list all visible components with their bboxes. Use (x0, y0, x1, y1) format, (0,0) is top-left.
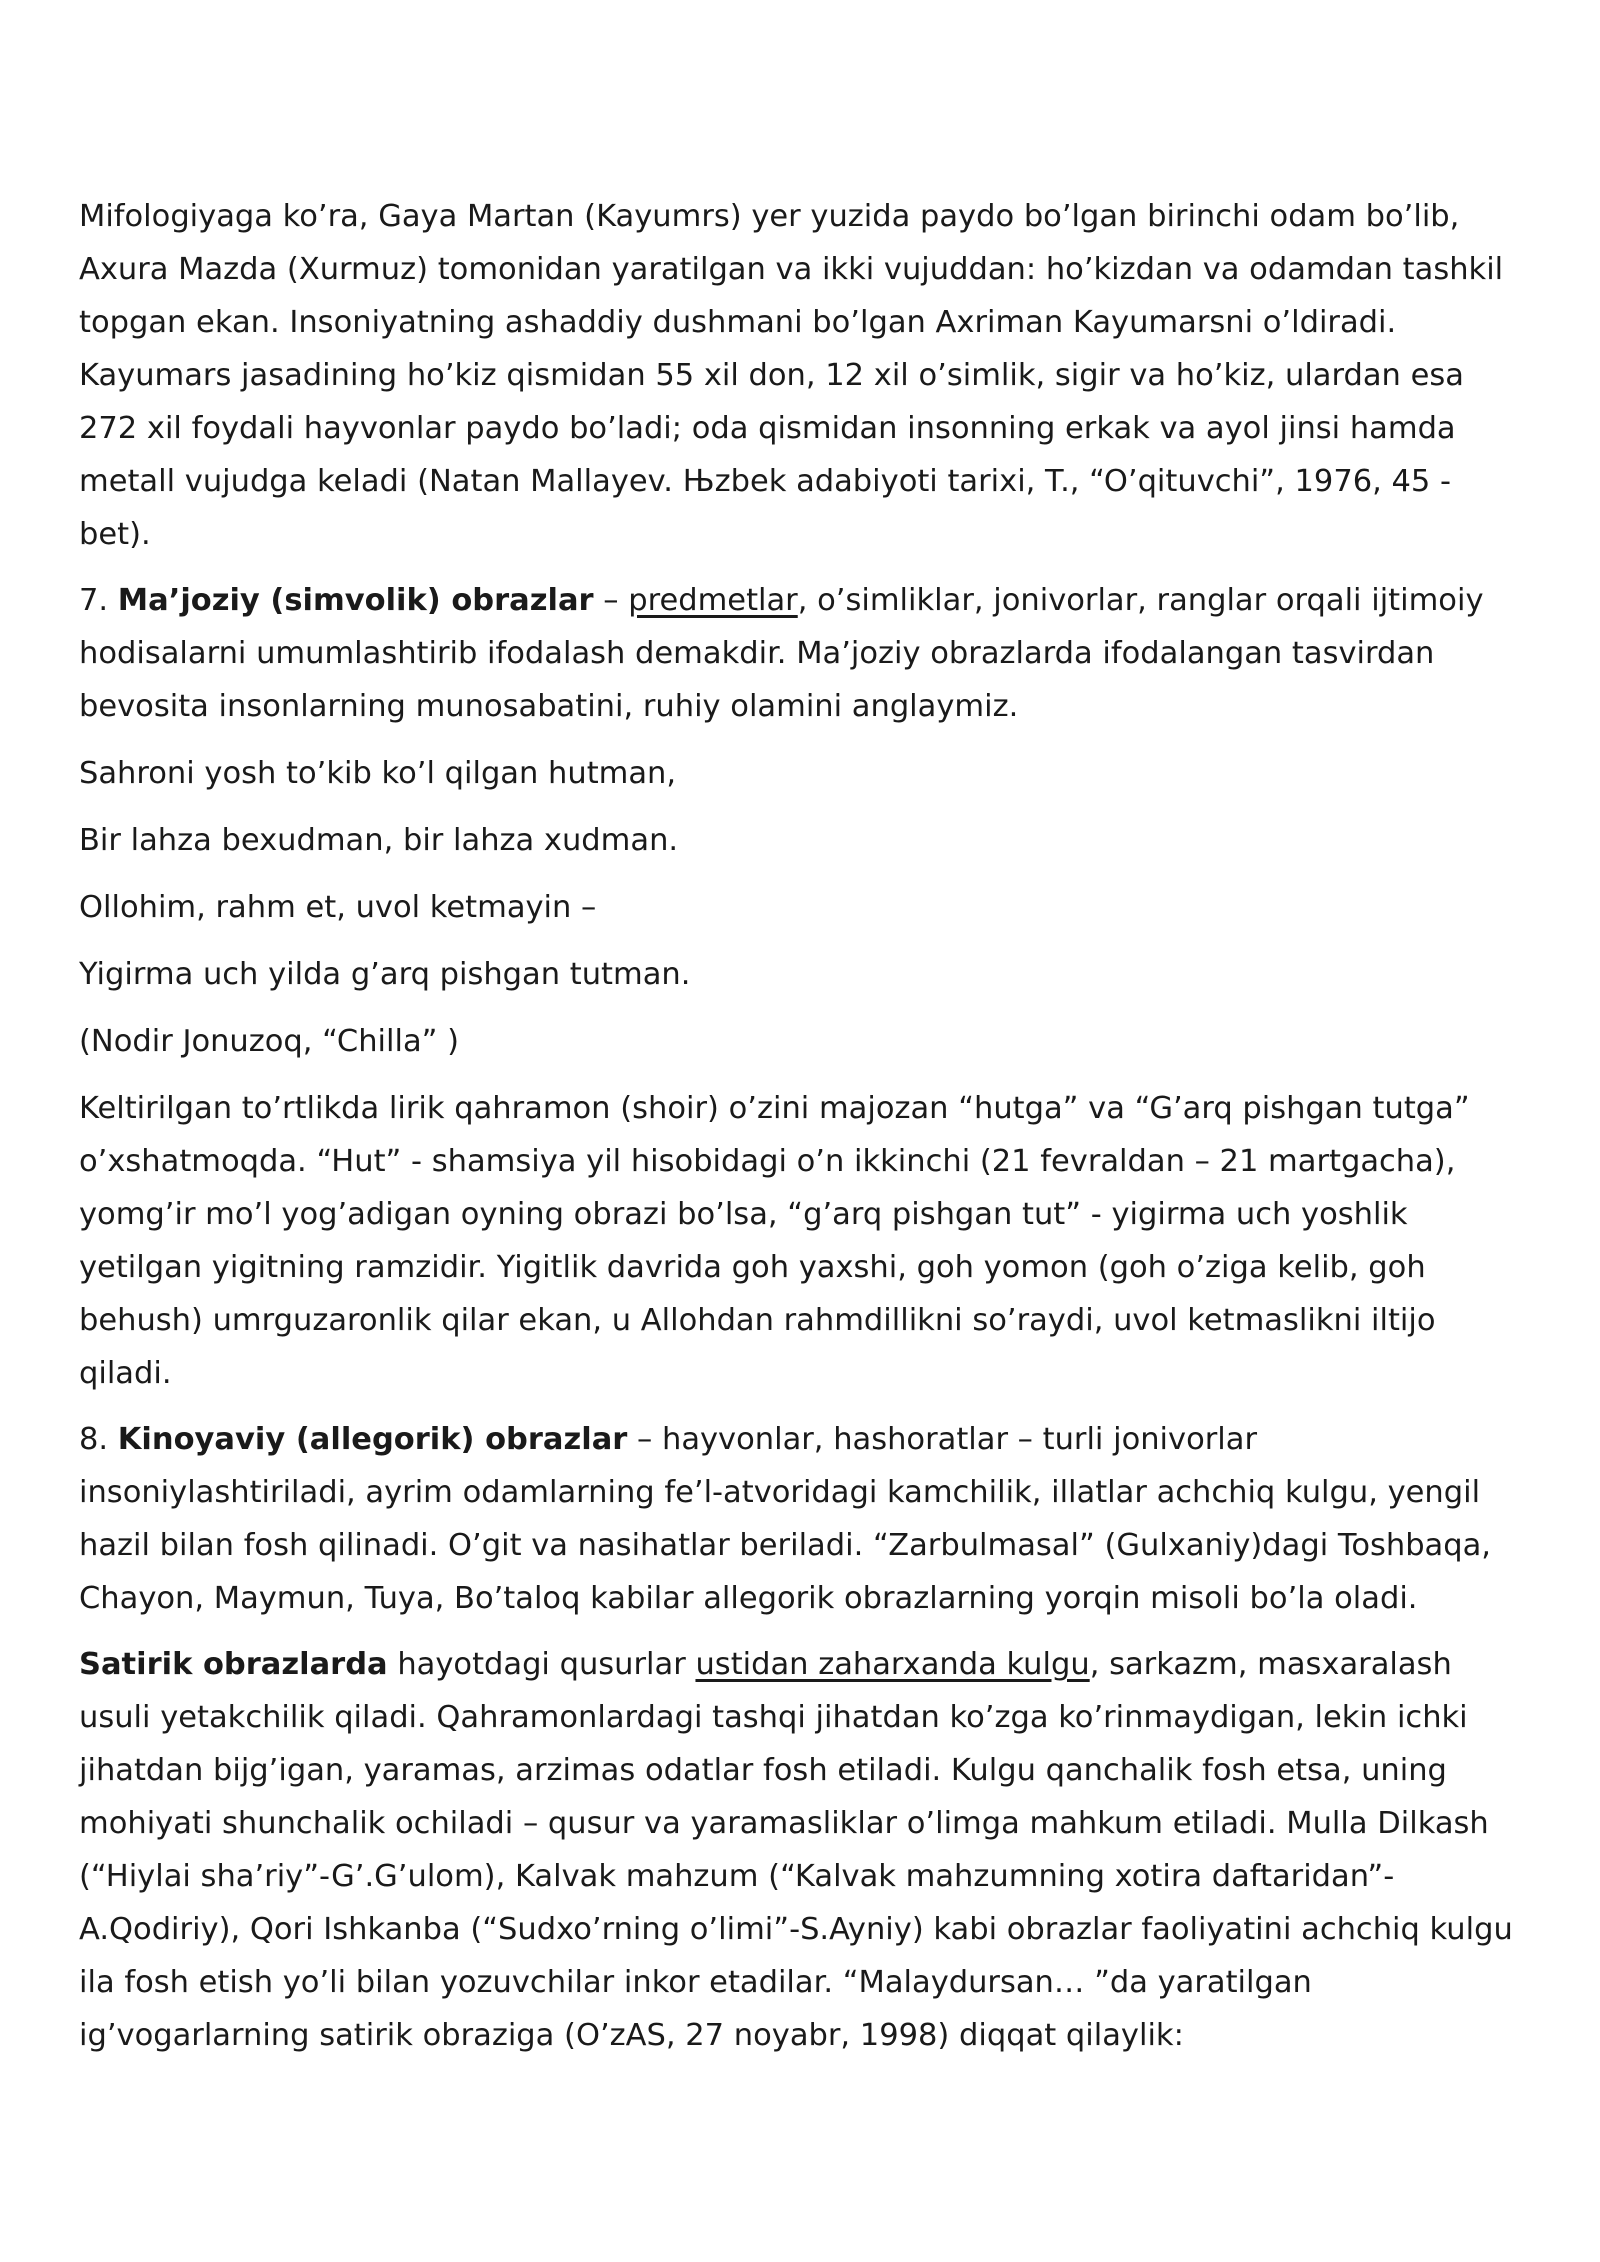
link-zaharxanda-kulgu[interactable]: ustidan zaharxanda kulgu (695, 1647, 1090, 1682)
list-number: 8. (79, 1422, 118, 1457)
term-symbolic-images: Ma’joziy (simvolik) obrazlar (117, 583, 594, 618)
document-body (79, 190, 1524, 2062)
dash: – (593, 583, 629, 618)
paragraph-satiric-images (79, 1638, 1524, 2062)
paragraph-text: , o’simliklar, jonivorlar, ranglar orqali ijtimoiy hodisalarni umumlashtirib ifodalash demakdir. Ma’joziy obrazlarda ifodalangan tasvirdan bevosita insonlarning munosabatini, ruhiy olamini anglaymiz. (79, 583, 1484, 724)
link-predmetlar[interactable]: predmetlar (628, 583, 798, 618)
paragraph-poem-analysis: Keltirilgan to’rtlikda lirik qahramon (shoir) o’zini majozan “hutga” va “G’arq pishgan tutga” o’xshatmoqda. “Hut” - shamsiya yil hisobidagi o’n ikkinchi (21 fevraldan – 21 martgacha), yomg’ir mo’l yog’adigan oyning obrazi bo’lsa, “g’arq pishgan tut” - yigirma uch yoshlik yetilgan yigitning ramzidir. Yigitlik davrida goh yaxshi, goh yomon (goh o’ziga kelib, goh behush) umrguzaronlik qilar ekan, u Allohdan rahmdillikni so’raydi, uvol ketmaslikni iltijo qiladi. (79, 1091, 1470, 1391)
poem-line-4: Yigirma uch yilda g’arq pishgan tutman. (79, 957, 691, 992)
term-allegoric-images: Kinoyaviy (allegorik) obrazlar (117, 1422, 628, 1457)
paragraph-text: , sarkazm, masxaralash usuli yetakchilik qiladi. Qahramonlardagi tashqi jihatdan ko’zga ko’rinmaydigan, lekin ichki jihatdan bijg’igan, yaramas, arzimas odatlar fosh etiladi. Kulgu qanchalik fosh etsa, uning mohiyati shunchalik ochiladi – qusur va yaramasliklar o’limga mahkum etiladi. Mulla Dilkash (“Hiylai sha’riy”-G’.G’ulom), Kalvak mahzum (“Kalvak mahzumning xotira daftaridan”-A.Qodiriy), Qori Ishkanba (“Sudxo’rning o’limi”-S.Ayniy) kabi obrazlar faoliyatini achchiq kulgu ila fosh etish yo’li bilan yozuvchilar inkor etadilar. “Malaydursan… ”da yaratilgan ig’vogarlarning satirik obraziga (O’zAS, 27 noyabr, 1998) diqqat qilaylik: (79, 1647, 1513, 2053)
paragraph-symbolic-images (79, 574, 1524, 733)
poem-line-2: Bir lahza bexudman, bir lahza xudman. (79, 823, 679, 858)
paragraph-text: hayotdagi qusurlar (387, 1647, 696, 1682)
term-satiric-images: Satirik obrazlarda (79, 1647, 388, 1682)
poem-line-3: Ollohim, rahm et, uvol ketmayin – (79, 890, 597, 925)
list-number: 7. (79, 583, 118, 618)
poem-source: (Nodir Jonuzoq, “Chilla” ) (79, 1024, 460, 1059)
paragraph-text: – hayvonlar, hashoratlar – turli jonivorlar insoniylashtiriladi, ayrim odamlarning fe’l-atvoridagi kamchilik, illatlar achchiq kulgu, yengil hazil bilan fosh qilinadi. O’git va nasihatlar beriladi. “Zarbulmasal” (Gulxaniy)dagi Toshbaqa, Chayon, Maymun, Tuya, Bo’taloq kabilar allegorik obrazlarning yorqin misoli bo’la oladi. (79, 1422, 1491, 1616)
poem-line-1: Sahroni yosh to’kib ko’l qilgan hutman, (79, 756, 677, 791)
paragraph-mythology: Mifologiyaga ko’ra, Gaya Martan (Kayumrs) yer yuzida paydo bo’lgan birinchi odam bo’lib, Axura Mazda (Xurmuz) tomonidan yaratilgan va ikki vujuddan: ho’kizdan va odamdan tashkil topgan ekan. Insoniyatning ashaddiy dushmani bo’lgan Axriman Kayumarsni o’ldiradi. Kayumars jasadining ho’kiz qismidan 55 xil don, 12 xil o’simlik, sigir va ho’kiz, ulardan esa 272 xil foydali hayvonlar paydo bo’ladi; oda qismidan insonning erkak va ayol jinsi hamda metall vujudga keladi (Natan Mallayev. Њzbek adabiyoti tarixi, T., “O’qituvchi”, 1976, 45 - bet). (79, 199, 1504, 552)
paragraph-allegoric-images (79, 1413, 1524, 1625)
